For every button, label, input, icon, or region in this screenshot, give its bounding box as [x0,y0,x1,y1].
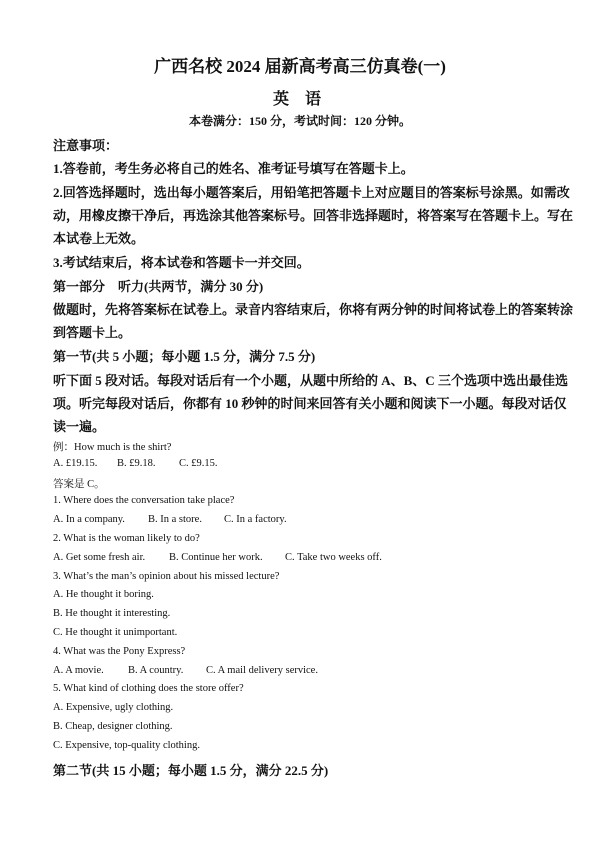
part1-heading: 第一部分 听力(共两节，满分 30 分) [53,279,264,294]
option: A. £19.15. [53,458,98,469]
option: B. In a store. [148,514,202,525]
exam-title: 广西名校 2024 届新高考高三仿真卷(一) [154,57,446,76]
question-3-option-a: A. He thought it boring. [53,589,154,600]
question-3: 3. What’s the man’s opinion about his missed lecture? [53,571,280,582]
option: B. £9.18. [117,458,156,469]
option: C. In a factory. [224,514,287,525]
question-3-option-b: B. He thought it interesting. [53,608,171,619]
option: C. Take two weeks off. [285,552,382,563]
part1-intro-a: 做题时，先将答案标在试卷上。录音内容结束后，你将有两分钟的时间将试卷上的答案转涂 [53,302,574,317]
notice-line-2a: 2.回答选择题时，选出每小题答案后，用铅笔把答题卡上对应题目的答案标号涂黑。如需改 [53,185,570,200]
notice-line-2b: 动，用橡皮擦干净后，再选涂其他答案标号。回答非选择题时，将答案写在答题卡上。写在 [53,208,574,223]
subject-title: 英 语 [272,91,327,108]
question-5-option-b: B. Cheap, designer clothing. [53,721,173,732]
section1-instr-a: 听下面 5 段对话。每段对话后有一个小题，从题中所给的 A、B、C 三个选项中选出最佳选 [53,373,568,388]
question-2-options [53,552,382,563]
example-answer: 答案是 C。 [53,479,105,490]
section1-instr-b: 项。听完每段对话后，你都有 10 秒钟的时间来回答有关小题和阅读下一小题。每段对话仅 [53,396,567,411]
exam-meta: 本卷满分：150 分，考试时间：120 分钟。 [188,114,411,128]
example-options [53,458,218,469]
option: B. A country. [128,665,184,676]
question-4: 4. What was the Pony Express? [53,646,186,657]
notice-line-2c: 本试卷上无效。 [53,231,145,246]
notice-line-1: 1.答卷前，考生务必将自己的姓名、准考证号填写在答题卡上。 [53,161,414,176]
question-1: 1. Where does the conversation take place? [53,495,235,506]
section2-heading: 第二节(共 15 小题；每小题 1.5 分，满分 22.5 分) [53,763,329,778]
option: C. A mail delivery service. [206,665,318,676]
part1-intro-b: 到答题卡上。 [53,325,132,340]
option: A. A movie. [53,665,104,676]
question-2: 2. What is the woman likely to do? [53,533,200,544]
question-4-options [53,665,318,676]
question-3-option-c: C. He thought it unimportant. [53,627,178,638]
question-5-option-a: A. Expensive, ugly clothing. [53,702,174,713]
notice-line-3: 3.考试结束后，将本试卷和答题卡一并交回。 [53,255,310,270]
option: B. Continue her work. [169,552,263,563]
example-question: 例：How much is the shirt? [53,442,172,453]
option: C. £9.15. [179,458,218,469]
notice-heading: 注意事项： [53,138,119,153]
section1-heading: 第一节(共 5 小题；每小题 1.5 分，满分 7.5 分) [53,349,316,364]
section1-instr-c: 读一遍。 [53,419,106,434]
question-1-options [53,514,287,525]
question-5-option-c: C. Expensive, top-quality clothing. [53,740,200,751]
option: A. Get some fresh air. [53,552,146,563]
option: A. In a company. [53,514,125,525]
question-5: 5. What kind of clothing does the store offer? [53,683,244,694]
